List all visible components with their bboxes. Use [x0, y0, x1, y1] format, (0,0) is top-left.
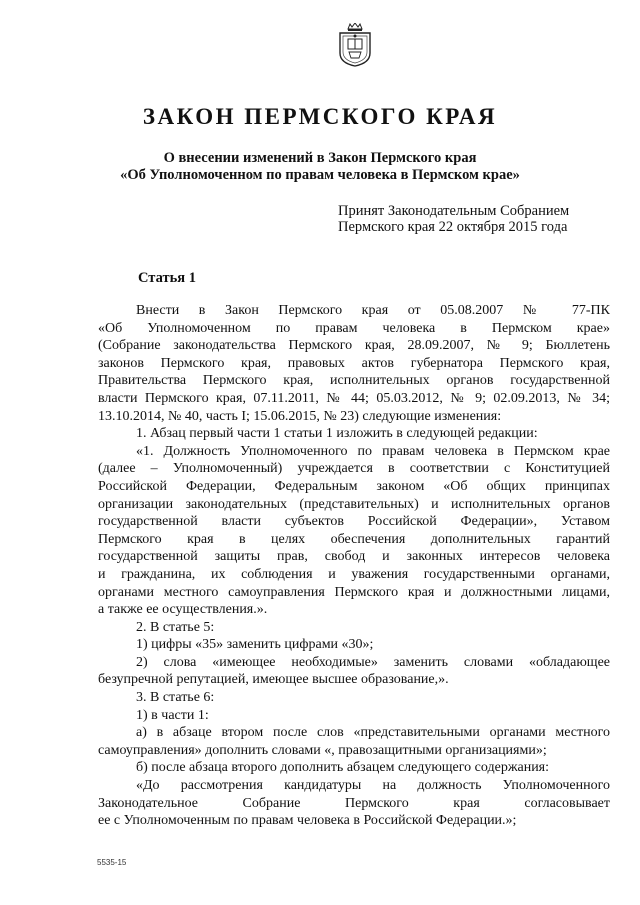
text-line: (далее – Уполномоченный) учреждается в соответствии с Конституцией — [98, 461, 610, 477]
text-line: Российской Федерации, Федеральным законом «Об общих принципах — [98, 478, 610, 494]
text-line: (Собрание законодательства Пермского края, 28.09.2007, № 9; Бюллетень — [98, 338, 610, 354]
text-line: государственной власти субъектов Российской Федерации», Уставом — [98, 514, 610, 530]
text-line: 13.10.2014, № 40, часть I; 15.06.2015, № 23) следующие изменения: — [98, 408, 502, 424]
text-line: 3. В статье 6: — [136, 690, 215, 706]
text-line: законов Пермского края, правовых актов губернатора Пермского края, — [98, 355, 610, 371]
text-line: «Об Уполномоченном по правам человека в Пермском крае» — [98, 320, 610, 336]
text-line: организации законодательных (представительных) и исполнительных органов — [98, 496, 610, 512]
subtitle-line: О внесении изменений в Закон Пермского края — [163, 150, 477, 166]
document-code: 5535-15 — [97, 858, 127, 867]
text-line: Правительства Пермского края, исполнительных органов государственной — [98, 373, 610, 389]
text-line: б) после абзаца второго дополнить абзацем следующего содержания: — [136, 760, 550, 776]
article-heading: Статья 1 — [138, 270, 196, 286]
text-line: и гражданина, их соблюдения и уважения государственными органами, — [98, 566, 610, 582]
text-line: власти Пермского края, 07.11.2011, № 44; 05.03.2012, № 9; 02.09.2013, № 34; — [98, 390, 610, 406]
coat-of-arms-icon — [337, 23, 373, 67]
text-line: а также ее осуществления.». — [98, 602, 268, 618]
text-line: ее с Уполномоченным по правам человека в Российской Федерации.»; — [98, 813, 517, 829]
law-title: ЗАКОН ПЕРМСКОГО КРАЯ — [142, 104, 498, 129]
text-line: «1. Должность Уполномоченного по правам человека в Пермском крае — [136, 443, 610, 459]
text-line: а) в абзаце втором после слов «представительными органами местного — [136, 725, 610, 741]
text-line: Внести в Закон Пермского края от 05.08.2007 № 77-ПК — [136, 303, 610, 318]
subtitle-line: «Об Уполномоченном по правам человека в Пермском крае» — [120, 167, 520, 183]
text-line: безупречной репутацией, имеющее высшее образование,». — [98, 672, 449, 688]
article-body — [98, 302, 610, 830]
text-line: 1) в части 1: — [136, 707, 209, 723]
text-line: Законодательное Собрание Пермского края согласовывает — [98, 795, 610, 811]
adoption-line: Пермского края 22 октября 2015 года — [338, 219, 568, 235]
text-line: Пермского края в целях обеспечения дополнительных гарантий — [98, 531, 610, 547]
text-line: 1. Абзац первый части 1 статьи 1 изложить в следующей редакции: — [136, 426, 538, 442]
text-line: 2) слова «имеющее необходимые» заменить словами «обладающее — [136, 654, 610, 670]
text-line: «До рассмотрения кандидатуры на должность Уполномоченного — [136, 778, 610, 794]
text-line: самоуправления» дополнить словами «, правозащитными организациями»; — [98, 742, 547, 758]
text-line: органами местного самоуправления Пермского края и должностными лицами, — [98, 584, 610, 600]
text-line: государственной защиты прав, свобод и законных интересов человека — [98, 549, 610, 565]
text-line: 1) цифры «35» заменить цифрами «30»; — [136, 637, 374, 653]
text-line: 2. В статье 5: — [136, 619, 215, 635]
adoption-line: Принят Законодательным Собранием — [338, 203, 570, 219]
adoption-note — [338, 203, 569, 235]
law-subtitle — [0, 150, 640, 184]
